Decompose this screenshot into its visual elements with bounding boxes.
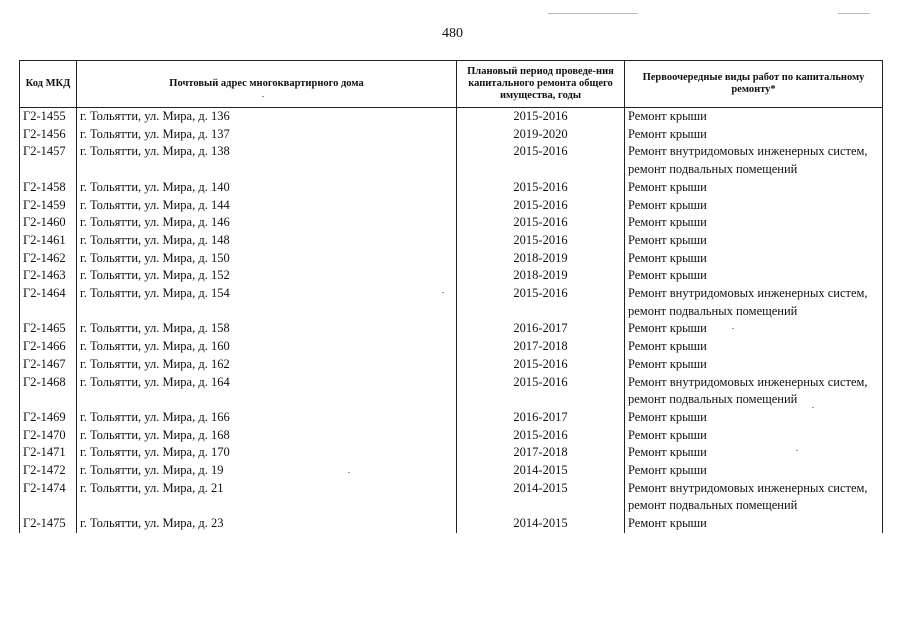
works-line: ремонт подвальных помещений	[628, 392, 798, 407]
table-row	[20, 338, 883, 356]
row-code: Г2-1465	[20, 320, 77, 338]
row-address: г. Тольятти, ул. Мира, д. 136	[77, 108, 457, 126]
scan-speck	[796, 450, 798, 451]
row-works	[625, 267, 883, 285]
row-period: 2016-2017	[457, 409, 625, 427]
row-period: 2017-2018	[457, 444, 625, 462]
works-line: Ремонт крыши	[628, 250, 707, 265]
table-row	[20, 108, 883, 126]
table-row	[20, 250, 883, 268]
works-line: ремонт подвальных помещений	[628, 162, 798, 177]
works-line: Ремонт крыши	[628, 356, 707, 371]
table-row	[20, 143, 883, 178]
row-code: Г2-1462	[20, 250, 77, 268]
row-code: Г2-1474	[20, 480, 77, 515]
works-line: Ремонт внутридомовых инженерных систем,	[628, 286, 868, 301]
row-period: 2014-2015	[457, 515, 625, 533]
row-code: Г2-1471	[20, 444, 77, 462]
row-address: г. Тольятти, ул. Мира, д. 144	[77, 197, 457, 215]
table-row	[20, 320, 883, 338]
table-header	[20, 61, 883, 108]
row-address: г. Тольятти, ул. Мира, д. 137	[77, 126, 457, 144]
row-code: Г2-1463	[20, 267, 77, 285]
row-code: Г2-1472	[20, 462, 77, 480]
scan-speck	[732, 328, 734, 329]
row-period: 2015-2016	[457, 232, 625, 250]
table-row	[20, 427, 883, 445]
header-row	[20, 61, 883, 108]
works-line: Ремонт крыши	[628, 197, 707, 212]
row-address: г. Тольятти, ул. Мира, д. 160	[77, 338, 457, 356]
row-period: 2015-2016	[457, 179, 625, 197]
works-line: Ремонт крыши	[628, 126, 707, 141]
row-works	[625, 427, 883, 445]
works-line: Ремонт крыши	[628, 268, 707, 283]
row-period: 2014-2015	[457, 480, 625, 515]
row-address: г. Тольятти, ул. Мира, д. 158	[77, 320, 457, 338]
row-address: г. Тольятти, ул. Мира, д. 168	[77, 427, 457, 445]
works-line: Ремонт крыши	[628, 427, 707, 442]
row-address: г. Тольятти, ул. Мира, д. 150	[77, 250, 457, 268]
table-row	[20, 374, 883, 409]
table-row	[20, 515, 883, 533]
row-code: Г2-1460	[20, 214, 77, 232]
row-address: г. Тольятти, ул. Мира, д. 140	[77, 179, 457, 197]
row-code: Г2-1455	[20, 108, 77, 126]
row-code: Г2-1475	[20, 515, 77, 533]
row-code: Г2-1461	[20, 232, 77, 250]
scan-artifact	[548, 13, 638, 14]
row-works	[625, 409, 883, 427]
works-line: Ремонт крыши	[628, 179, 707, 194]
row-works	[625, 126, 883, 144]
header-works: Первоочередные виды работ по капитальному ремонту*	[625, 61, 883, 108]
row-period: 2015-2016	[457, 143, 625, 178]
works-line: Ремонт крыши	[628, 109, 707, 123]
row-code: Г2-1456	[20, 126, 77, 144]
works-line: Ремонт внутридомовых инженерных систем,	[628, 480, 868, 495]
row-address: г. Тольятти, ул. Мира, д. 138	[77, 143, 457, 178]
row-works	[625, 214, 883, 232]
row-period: 2015-2016	[457, 374, 625, 409]
row-code: Г2-1459	[20, 197, 77, 215]
row-address: г. Тольятти, ул. Мира, д. 164	[77, 374, 457, 409]
row-period: 2016-2017	[457, 320, 625, 338]
row-works	[625, 108, 883, 126]
works-line: Ремонт крыши	[628, 321, 707, 336]
row-works	[625, 197, 883, 215]
scan-speck	[262, 96, 264, 97]
works-line: Ремонт внутридомовых инженерных систем,	[628, 144, 868, 159]
page-number: 480	[442, 26, 463, 41]
works-line: Ремонт внутридомовых инженерных систем,	[628, 374, 868, 389]
works-line: Ремонт крыши	[628, 516, 707, 531]
row-address: г. Тольятти, ул. Мира, д. 146	[77, 214, 457, 232]
table-row	[20, 267, 883, 285]
row-works	[625, 338, 883, 356]
row-period: 2015-2016	[457, 285, 625, 320]
table-row	[20, 179, 883, 197]
row-address: г. Тольятти, ул. Мира, д. 152	[77, 267, 457, 285]
table-row	[20, 480, 883, 515]
works-line: Ремонт крыши	[628, 445, 707, 460]
row-address: г. Тольятти, ул. Мира, д. 166	[77, 409, 457, 427]
row-works	[625, 232, 883, 250]
table-row	[20, 444, 883, 462]
row-address: г. Тольятти, ул. Мира, д. 19	[77, 462, 457, 480]
row-code: Г2-1457	[20, 143, 77, 178]
table-row	[20, 214, 883, 232]
row-code: Г2-1468	[20, 374, 77, 409]
row-works	[625, 179, 883, 197]
row-works	[625, 320, 883, 338]
row-period: 2017-2018	[457, 338, 625, 356]
table-row	[20, 409, 883, 427]
header-period: Плановый период проведе-ния капитального ремонта общего имущества, годы	[457, 61, 625, 108]
works-line: Ремонт крыши	[628, 463, 707, 478]
row-address: г. Тольятти, ул. Мира, д. 23	[77, 515, 457, 533]
row-period: 2019-2020	[457, 126, 625, 144]
works-line: Ремонт крыши	[628, 215, 707, 230]
header-address: Почтовый адрес многоквартирного дома	[77, 61, 457, 108]
row-code: Г2-1469	[20, 409, 77, 427]
row-code: Г2-1470	[20, 427, 77, 445]
scan-speck	[442, 292, 444, 293]
row-address: г. Тольятти, ул. Мира, д. 170	[77, 444, 457, 462]
row-address: г. Тольятти, ул. Мира, д. 21	[77, 480, 457, 515]
row-period: 2018-2019	[457, 250, 625, 268]
scan-artifact	[838, 13, 870, 14]
row-works	[625, 374, 883, 409]
row-works	[625, 356, 883, 374]
row-works	[625, 143, 883, 178]
row-works	[625, 480, 883, 515]
row-works	[625, 462, 883, 480]
row-code: Г2-1467	[20, 356, 77, 374]
row-code: Г2-1464	[20, 285, 77, 320]
row-code: Г2-1466	[20, 338, 77, 356]
row-address: г. Тольятти, ул. Мира, д. 148	[77, 232, 457, 250]
row-period: 2015-2016	[457, 427, 625, 445]
works-line: Ремонт крыши	[628, 339, 707, 354]
table-row	[20, 126, 883, 144]
works-line: Ремонт крыши	[628, 232, 707, 247]
table-row	[20, 356, 883, 374]
table-row	[20, 232, 883, 250]
table-body	[20, 108, 883, 533]
works-line: ремонт подвальных помещений	[628, 498, 798, 513]
row-works	[625, 444, 883, 462]
table-row	[20, 197, 883, 215]
table-row	[20, 462, 883, 480]
row-address: г. Тольятти, ул. Мира, д. 162	[77, 356, 457, 374]
row-period: 2015-2016	[457, 197, 625, 215]
row-works	[625, 250, 883, 268]
row-period: 2018-2019	[457, 267, 625, 285]
works-line: ремонт подвальных помещений	[628, 303, 798, 318]
repair-schedule-table	[19, 60, 883, 533]
row-code: Г2-1458	[20, 179, 77, 197]
works-line: Ремонт крыши	[628, 409, 707, 424]
row-works	[625, 515, 883, 533]
row-period: 2014-2015	[457, 462, 625, 480]
row-period: 2015-2016	[457, 356, 625, 374]
scan-speck	[812, 407, 814, 408]
row-period: 2015-2016	[457, 108, 625, 126]
header-code: Код МКД	[20, 61, 77, 108]
table-row	[20, 285, 883, 320]
row-works	[625, 285, 883, 320]
row-address: г. Тольятти, ул. Мира, д. 154	[77, 285, 457, 320]
row-period: 2015-2016	[457, 214, 625, 232]
scan-speck	[348, 472, 350, 473]
